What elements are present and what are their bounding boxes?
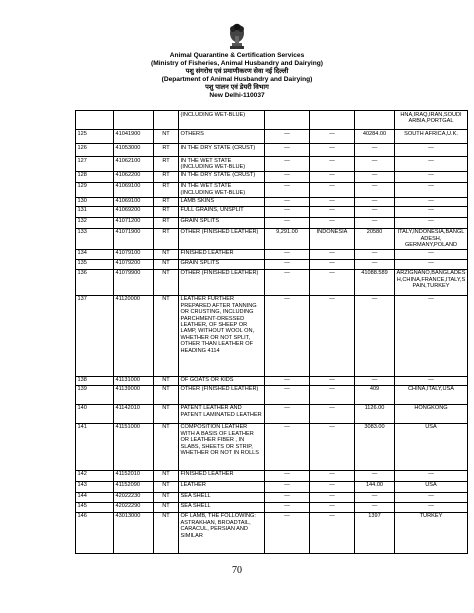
quantity-cell: — bbox=[355, 144, 395, 157]
hs-code: 41151000 bbox=[114, 423, 154, 470]
item-description: FINISHED LEATHER bbox=[179, 470, 265, 481]
trade-type: NT bbox=[154, 502, 179, 512]
value-cell: — bbox=[265, 206, 310, 217]
row-serial-number: 143 bbox=[76, 481, 114, 492]
hs-code: 43013000 bbox=[114, 512, 154, 553]
hs-code: 41071200 bbox=[114, 217, 154, 228]
country-cell: — bbox=[310, 376, 355, 385]
destination-cell: — bbox=[395, 470, 468, 481]
country-cell: — bbox=[310, 217, 355, 228]
hs-code: 41053000 bbox=[114, 144, 154, 157]
destination-cell: — bbox=[395, 295, 468, 376]
item-description: OTHERS bbox=[179, 130, 265, 144]
destination-cell: SOUTH AFRICA,U.K. bbox=[395, 130, 468, 144]
row-serial-number: 126 bbox=[76, 144, 114, 157]
country-cell: INDONESIA bbox=[310, 228, 355, 249]
header-address: New Delhi-110037 bbox=[209, 92, 265, 99]
country-cell: — bbox=[310, 171, 355, 182]
destination-cell: — bbox=[395, 502, 468, 512]
destination-cell: — bbox=[395, 259, 468, 269]
quantity-cell: — bbox=[355, 295, 395, 376]
item-description: OF GOATS OR KIDS bbox=[179, 376, 265, 385]
row-serial-number: 141 bbox=[76, 423, 114, 470]
destination-cell: — bbox=[395, 217, 468, 228]
table-row bbox=[76, 157, 468, 172]
hs-code: 41041900 bbox=[114, 130, 154, 144]
table-body bbox=[76, 111, 468, 554]
destination-cell: — bbox=[395, 206, 468, 217]
hs-code: 42022290 bbox=[114, 502, 154, 512]
destination-cell: — bbox=[395, 157, 468, 172]
quantity-cell: 3083.00 bbox=[355, 423, 395, 470]
trade-type: NT bbox=[154, 470, 179, 481]
quantity-cell: — bbox=[355, 502, 395, 512]
country-cell: — bbox=[310, 206, 355, 217]
table-row bbox=[76, 376, 468, 385]
table-row bbox=[76, 171, 468, 182]
row-serial-number: 125 bbox=[76, 130, 114, 144]
country-cell: — bbox=[310, 182, 355, 197]
row-serial-number: 130 bbox=[76, 197, 114, 206]
quantity-cell bbox=[355, 111, 395, 130]
quantity-cell: 1397 bbox=[355, 512, 395, 553]
hs-code: 42022230 bbox=[114, 492, 154, 502]
table-row bbox=[76, 481, 468, 492]
country-cell: — bbox=[310, 295, 355, 376]
trade-type: RT bbox=[154, 144, 179, 157]
value-cell: — bbox=[265, 197, 310, 206]
item-description: PATENT LEATHER AND PATENT LAMINATED LEATHER bbox=[179, 404, 265, 423]
table-row bbox=[76, 512, 468, 553]
value-cell: — bbox=[265, 404, 310, 423]
trade-type: RT bbox=[154, 157, 179, 172]
hs-code: 41062100 bbox=[114, 157, 154, 172]
trade-type: RT bbox=[154, 228, 179, 249]
hs-code bbox=[114, 111, 154, 130]
value-cell: 9,291.00 bbox=[265, 228, 310, 249]
table-row bbox=[76, 197, 468, 206]
destination-cell: USA bbox=[395, 423, 468, 470]
quantity-cell: 1126.00 bbox=[355, 404, 395, 423]
row-serial-number: 138 bbox=[76, 376, 114, 385]
quantity-cell: 20580 bbox=[355, 228, 395, 249]
value-cell: — bbox=[265, 157, 310, 172]
hs-code: 41069100 bbox=[114, 197, 154, 206]
country-cell: — bbox=[310, 385, 355, 404]
table-row bbox=[76, 295, 468, 376]
row-serial-number: 129 bbox=[76, 182, 114, 197]
quantity-cell: — bbox=[355, 249, 395, 259]
destination-cell: CHINA,ITALY,USA bbox=[395, 385, 468, 404]
table-row bbox=[76, 502, 468, 512]
table-row bbox=[76, 206, 468, 217]
item-description: IN THE DRY STATE (CRUST) bbox=[179, 171, 265, 182]
destination-cell: — bbox=[395, 182, 468, 197]
row-serial-number: 132 bbox=[76, 217, 114, 228]
item-description: GRAIN SPLITS bbox=[179, 259, 265, 269]
quantity-cell: — bbox=[355, 376, 395, 385]
quantity-cell: — bbox=[355, 182, 395, 197]
quantity-cell: — bbox=[355, 171, 395, 182]
item-description: LEATHER FURTHER PREPARED AFTER TANNING OR CRUSTING, INCLUDING PARCHMENT-DRESSED LEATHER, OF SHEEP OR LAMP, WITHOUT WOOL ON, WHETHER OR NOT SPLIT, OTHER THAN LEATHER OF HEADING 4114 bbox=[179, 295, 265, 376]
quantity-cell: — bbox=[355, 197, 395, 206]
table-row bbox=[76, 269, 468, 295]
hs-code: 41079900 bbox=[114, 269, 154, 295]
table-row bbox=[76, 217, 468, 228]
country-cell: — bbox=[310, 470, 355, 481]
value-cell: — bbox=[265, 171, 310, 182]
value-cell: — bbox=[265, 217, 310, 228]
trade-type: NT bbox=[154, 404, 179, 423]
quantity-cell: 409 bbox=[355, 385, 395, 404]
country-cell: — bbox=[310, 492, 355, 502]
destination-cell: — bbox=[395, 144, 468, 157]
value-cell: — bbox=[265, 182, 310, 197]
value-cell: — bbox=[265, 385, 310, 404]
trade-type: RT bbox=[154, 182, 179, 197]
row-serial-number: 128 bbox=[76, 171, 114, 182]
value-cell: — bbox=[265, 492, 310, 502]
trade-type: RT bbox=[154, 217, 179, 228]
country-cell bbox=[310, 111, 355, 130]
header-ministry: (Ministry of Fisheries, Animal Husbandry and Dairying) bbox=[151, 60, 323, 67]
trade-type: NT bbox=[154, 269, 179, 295]
value-cell: — bbox=[265, 481, 310, 492]
value-cell: — bbox=[265, 130, 310, 144]
value-cell: — bbox=[265, 295, 310, 376]
item-description: FINISHED LEATHER bbox=[179, 249, 265, 259]
destination-cell: — bbox=[395, 492, 468, 502]
quantity-cell: — bbox=[355, 217, 395, 228]
header-department: (Department of Animal Husbandry and Dairying) bbox=[161, 76, 313, 83]
row-serial-number: 142 bbox=[76, 470, 114, 481]
trade-type: NT bbox=[154, 423, 179, 470]
table-row bbox=[76, 144, 468, 157]
header-org-name: Animal Quarantine & Certification Services bbox=[169, 52, 305, 59]
row-serial-number: 135 bbox=[76, 259, 114, 269]
item-description: LEATHER bbox=[179, 481, 265, 492]
value-cell: — bbox=[265, 269, 310, 295]
value-cell: — bbox=[265, 512, 310, 553]
item-description: IN THE WET STATE (INCLUDING WET-BLUE) bbox=[179, 157, 265, 172]
table-row bbox=[76, 228, 468, 249]
destination-cell: ARZIGNANO,BANGLADES H,CHINA,FRANCE,ITALY,S PAIN,TURKEY bbox=[395, 269, 468, 295]
quantity-cell: — bbox=[355, 157, 395, 172]
hs-code: 41079200 bbox=[114, 259, 154, 269]
trade-type: NT bbox=[154, 259, 179, 269]
hs-code: 41131000 bbox=[114, 376, 154, 385]
destination-cell: ITALY,INDONESIA,BANGL ADESH, GERMANY,POLAND bbox=[395, 228, 468, 249]
item-description: COMPOSITION LEATHER WITH A BASIS OF LEATHER OR LEATHER FIBER , IN SLABS, SHEETS OR STRIP, WHETHER OR NOT IN ROLLS bbox=[179, 423, 265, 470]
value-cell: — bbox=[265, 376, 310, 385]
item-description: SEA SHELL bbox=[179, 502, 265, 512]
country-cell: — bbox=[310, 481, 355, 492]
row-serial-number: 136 bbox=[76, 269, 114, 295]
row-serial-number: 146 bbox=[76, 512, 114, 553]
row-serial-number: 134 bbox=[76, 249, 114, 259]
table-row bbox=[76, 423, 468, 470]
table-row bbox=[76, 249, 468, 259]
value-cell: — bbox=[265, 470, 310, 481]
value-cell: — bbox=[265, 502, 310, 512]
table-row bbox=[76, 492, 468, 502]
hs-code: 41142010 bbox=[114, 404, 154, 423]
trade-type: NT bbox=[154, 512, 179, 553]
country-cell: — bbox=[310, 130, 355, 144]
destination-cell: — bbox=[395, 171, 468, 182]
trade-type: NT bbox=[154, 385, 179, 404]
row-serial-number bbox=[76, 111, 114, 130]
country-cell: — bbox=[310, 249, 355, 259]
item-description: LAMB SKINS bbox=[179, 197, 265, 206]
item-description: OTHER (FINISHED LEATHER) bbox=[179, 228, 265, 249]
row-serial-number: 137 bbox=[76, 295, 114, 376]
row-serial-number: 133 bbox=[76, 228, 114, 249]
trade-type: RT bbox=[154, 206, 179, 217]
country-cell: — bbox=[310, 197, 355, 206]
row-serial-number: 140 bbox=[76, 404, 114, 423]
table-row bbox=[76, 385, 468, 404]
row-serial-number: 144 bbox=[76, 492, 114, 502]
quantity-cell: — bbox=[355, 470, 395, 481]
trade-type: NT bbox=[154, 376, 179, 385]
quantity-cell: — bbox=[355, 259, 395, 269]
hs-code: 41062200 bbox=[114, 171, 154, 182]
hs-code: 41079100 bbox=[114, 249, 154, 259]
country-cell: — bbox=[310, 512, 355, 553]
table-row bbox=[76, 111, 468, 130]
item-description: OF LAMB, THE FOLLOWING: ASTRAKHAN, BROADTAIL, CARACUL, PERSIAN AND SIMILAR bbox=[179, 512, 265, 553]
item-description: FULL GRAINS, UNSPLIT bbox=[179, 206, 265, 217]
value-cell: — bbox=[265, 423, 310, 470]
quantity-cell: — bbox=[355, 492, 395, 502]
trade-type: NT bbox=[154, 492, 179, 502]
table-row bbox=[76, 182, 468, 197]
quantity-cell: — bbox=[355, 206, 395, 217]
trade-type: NT bbox=[154, 295, 179, 376]
item-description: OTHER (FINISHED LEATHER) bbox=[179, 269, 265, 295]
hs-code: 41069100 bbox=[114, 182, 154, 197]
hs-code: 41152010 bbox=[114, 470, 154, 481]
hs-code: 41139000 bbox=[114, 385, 154, 404]
item-description: (INCLUDING WET-BLUE) bbox=[179, 111, 265, 130]
table-row bbox=[76, 404, 468, 423]
country-cell: — bbox=[310, 502, 355, 512]
row-serial-number: 127 bbox=[76, 157, 114, 172]
table-row bbox=[76, 470, 468, 481]
destination-cell: — bbox=[395, 197, 468, 206]
commodity-table bbox=[75, 110, 468, 554]
quantity-cell: 41088.589 bbox=[355, 269, 395, 295]
page-number: 70 bbox=[232, 565, 242, 576]
destination-cell: TURKEY bbox=[395, 512, 468, 553]
header-text-block bbox=[0, 52, 474, 100]
quantity-cell: 144.00 bbox=[355, 481, 395, 492]
value-cell: — bbox=[265, 259, 310, 269]
row-serial-number: 139 bbox=[76, 385, 114, 404]
destination-cell: USA bbox=[395, 481, 468, 492]
item-description: GRAIN SPLITS bbox=[179, 217, 265, 228]
value-cell bbox=[265, 111, 310, 130]
item-description: SEA SHELL bbox=[179, 492, 265, 502]
header-org-name-hindi: पशु संगरोध एवं प्रमाणीकरण सेवा नई दिल्ली bbox=[185, 68, 289, 75]
destination-cell: HONGKONG bbox=[395, 404, 468, 423]
item-description: IN THE WET STATE (INCLUDING WET-BLUE) bbox=[179, 182, 265, 197]
destination-cell: — bbox=[395, 249, 468, 259]
value-cell: — bbox=[265, 249, 310, 259]
table-row bbox=[76, 130, 468, 144]
quantity-cell: 40284.00 bbox=[355, 130, 395, 144]
trade-type bbox=[154, 111, 179, 130]
country-cell: — bbox=[310, 157, 355, 172]
item-description: OTHER (FINISHED LEATHER) bbox=[179, 385, 265, 404]
country-cell: — bbox=[310, 269, 355, 295]
hs-code: 41152090 bbox=[114, 481, 154, 492]
hs-code: 41071900 bbox=[114, 228, 154, 249]
trade-type: RT bbox=[154, 197, 179, 206]
country-cell: — bbox=[310, 144, 355, 157]
country-cell: — bbox=[310, 404, 355, 423]
hs-code: 41120000 bbox=[114, 295, 154, 376]
country-cell: — bbox=[310, 259, 355, 269]
trade-type: NT bbox=[154, 481, 179, 492]
country-cell: — bbox=[310, 423, 355, 470]
row-serial-number: 145 bbox=[76, 502, 114, 512]
national-emblem-icon bbox=[226, 21, 248, 51]
header-department-hindi: पशु पालन एवं डेयरी विभाग bbox=[205, 84, 269, 91]
trade-type: NT bbox=[154, 249, 179, 259]
trade-type: NT bbox=[154, 130, 179, 144]
trade-type: RT bbox=[154, 171, 179, 182]
table-row bbox=[76, 259, 468, 269]
destination-cell: HNA,IRAQ,IRAN,SOUDI ARBIA,PORTGAL bbox=[395, 111, 468, 130]
value-cell: — bbox=[265, 144, 310, 157]
hs-code: 41069200 bbox=[114, 206, 154, 217]
item-description: IN THE DRY STATE (CRUST) bbox=[179, 144, 265, 157]
row-serial-number: 131 bbox=[76, 206, 114, 217]
destination-cell: — bbox=[395, 376, 468, 385]
